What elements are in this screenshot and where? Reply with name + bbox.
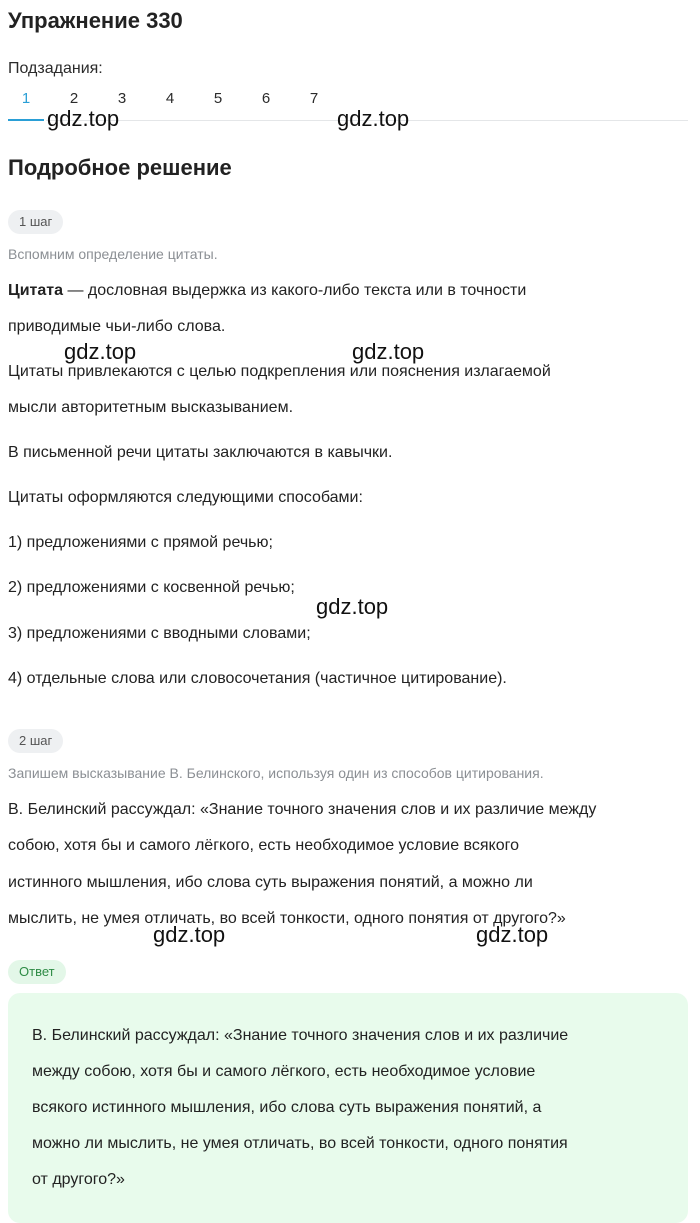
watermark: gdz.top [153, 922, 226, 947]
method-item-4: 4) отдельные слова или словосочетания (частичное цитирование). [8, 670, 507, 687]
step-1-badge: 1 шаг [8, 210, 63, 234]
watermark: gdz.top [64, 339, 137, 364]
answer-line-2: между собою, хотя бы и самого лёгкого, есть необходимое условие [32, 1063, 536, 1080]
answer-line-4: можно ли мыслить, не умея отличать, во всей тонкости, одного понятия [32, 1135, 568, 1152]
watermark: gdz.top [47, 106, 120, 131]
purpose-line-1: Цитаты привлекаются с целью подкрепления или пояснения излагаемой [8, 363, 551, 380]
definition-line-1 [8, 282, 526, 300]
active-tab-indicator [8, 119, 44, 121]
tab-4[interactable]: 4 [165, 90, 175, 107]
quote-line-1: В. Белинский рассуждал: «Знание точного значения слов и их различие между [8, 801, 597, 818]
answer-line-3: всякого истинного мышления, ибо слова суть выражения понятий, а [32, 1099, 542, 1116]
step-1-hint: Вспомним определение цитаты. [8, 246, 218, 262]
term-citation: Цитата [8, 282, 63, 299]
step-2-hint: Запишем высказывание В. Белинского, используя один из способов цитирования. [8, 765, 544, 781]
tab-3[interactable]: 3 [117, 90, 127, 107]
tab-5[interactable]: 5 [213, 90, 223, 107]
watermark: gdz.top [337, 106, 410, 131]
solution-title: Подробное решение [8, 155, 232, 180]
quote-line-4: мыслить, не умея отличать, во всей тонкости, одного понятия от другого?» [8, 910, 566, 927]
method-item-3: 3) предложениями с вводными словами; [8, 625, 311, 642]
step-2-badge: 2 шаг [8, 729, 63, 753]
quotes-note: В письменной речи цитаты заключаются в кавычки. [8, 444, 393, 461]
answer-line-5: от другого?» [32, 1171, 125, 1188]
quote-line-2: собою, хотя бы и самого лёгкого, есть необходимое условие всякого [8, 837, 519, 854]
tab-7[interactable]: 7 [309, 90, 319, 107]
tab-2[interactable]: 2 [69, 90, 79, 107]
answer-box [8, 993, 688, 1223]
definition-text: — дословная выдержка из какого-либо текста или в точности [63, 282, 527, 299]
answer-line-1: В. Белинский рассуждал: «Знание точного значения слов и их различие [32, 1027, 569, 1044]
method-item-1: 1) предложениями с прямой речью; [8, 534, 273, 551]
watermark: gdz.top [352, 339, 425, 364]
answer-badge: Ответ [8, 960, 66, 984]
method-item-2: 2) предложениями с косвенной речью; [8, 579, 295, 596]
subtasks-label: Подзадания: [8, 60, 103, 77]
definition-line-2: приводимые чьи-либо слова. [8, 318, 226, 335]
watermark: gdz.top [476, 922, 549, 947]
tab-6[interactable]: 6 [261, 90, 271, 107]
tab-1[interactable]: 1 [21, 90, 31, 107]
purpose-line-2: мысли авторитетным высказыванием. [8, 399, 294, 416]
methods-intro: Цитаты оформляются следующими способами: [8, 489, 363, 506]
quote-line-3: истинного мышления, ибо слова суть выражения понятий, а можно ли [8, 874, 533, 891]
watermark: gdz.top [316, 594, 389, 619]
page-title: Упражнение 330 [8, 8, 183, 33]
